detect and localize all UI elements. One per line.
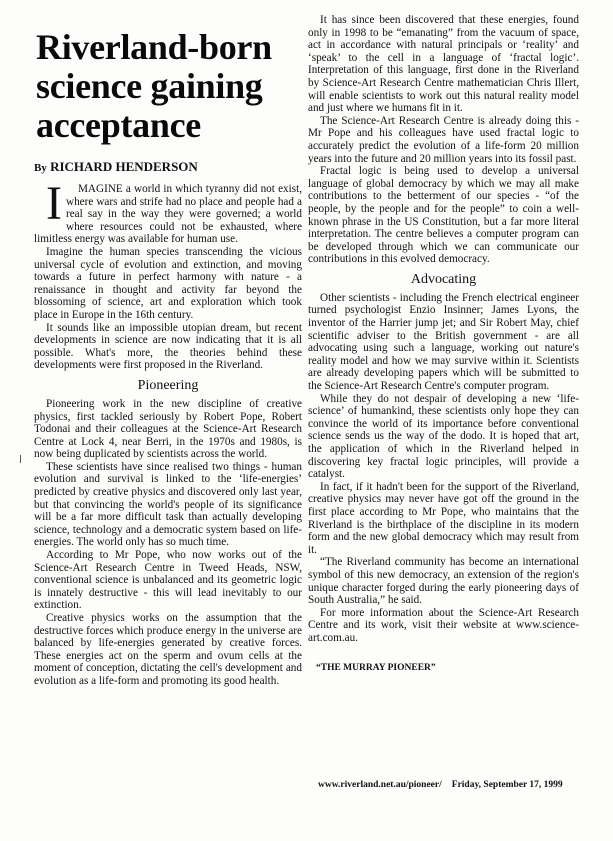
body-paragraph: Creative physics works on the assumption that the destructive forces which produce energy in the universe are balanced by life-energies generated by creative forces. These energies act on the sperm and ovum cells at the moment of conception, dictating the cell's development and evolution as a life-form and promoting its good health. (34, 612, 302, 687)
body-paragraph: According to Mr Pope, who now works out of the Science-Art Research Centre in Tweed Heads, NSW, conventional science is unbalanced and its geometric logic is innately destructive - this will lead inevitably to our extinction. (34, 549, 302, 612)
body-paragraph: Fractal logic is being used to develop a universal language of global democracy by which we may all make contributions to the betterment of our species - “of the people, by the people and for the people” to coin a well-known phrase in the US Constitution, but a far more literal interpretation. The centre believes a computer program can be developed through which we can communicate our contributions in this evolved democracy. (308, 165, 579, 266)
byline (34, 159, 302, 175)
page-footer (318, 780, 563, 790)
body-paragraph: While they do not despair of developing a new ‘life-science’ of humankind, these scientists only hope they can convince the world of its importance before conventional science sends us the way of the dodo. It is hoped that art, the application of which in the Riverland helped in discovering key fractal logic principles, will provide a catalyst. (308, 392, 579, 481)
right-column (308, 14, 579, 673)
body-paragraph: The Science-Art Research Centre is already doing this - Mr Pope and his colleagues have used fractal logic to accurately predict the evolution of a life-form 20 million years into the future and 20 million years into its fossil past. (308, 114, 579, 165)
article-headline: Riverland-born science gaining acceptance (36, 27, 272, 145)
left-column (34, 14, 302, 688)
body-paragraph: Pioneering work in the new discipline of creative physics, first tackled seriously by Robert Pope, Robert Todonai and their colleagues at the Science-Art Research Centre at Lock 4, near Berri, in the 1970s and 1980s, is now being duplicated by scientists across the world. (34, 397, 302, 461)
body-paragraph: In fact, if it hadn't been for the support of the Riverland, creative physics may never have got off the ground in the first place according to Mr Pope, who maintains that the Riverland is the birthplace of the discipline in its modern form and the new global democracy which may result from it. (308, 480, 579, 556)
footer-url: www.riverland.net.au/pioneer/ (318, 780, 442, 790)
body-paragraph: It sounds like an impossible utopian dream, but recent developments in science are now indicating that it is all possible. What's more, the theories behind these developments were first proposed in the Riverland. (34, 321, 302, 372)
margin-mark (20, 455, 21, 463)
body-paragraph: It has since been discovered that these energies, found only in 1998 to be “emanating” from the vacuum of space, act in accordance with natural principals or ‘reality’ and ‘speak’ to the cell in a language of ‘fractal logic’. Interpretation of this language, first done in the Riverland by Science-Art Research Centre mathematician Chris Illert, will enable scientists to work out this natural reality model and just where we humans fit in it. (308, 14, 579, 115)
body-paragraph: These scientists have since realised two things - human evolution and survival is linked to the ‘life-energies’ predicted by creative physics and discovered only last year, but that convincing the world's people of its significance will be a far more difficult task than actually developing science, technology and a democratic system based on life-energies. The world only has so much time. (34, 460, 302, 549)
drop-cap: I (46, 177, 62, 230)
body-paragraph: Other scientists - including the French electrical engineer turned psychologist Enzio Insinner; James Lyons, the inventor of the Harrier jump jet; and Sir Robert May, chief scientific adviser to the British government - are all advocating using such a language, working out nature's reality model and how we may survive within it. Scientists are already developing papers which will be submitted to the Science-Art Research Centre's computer program. (308, 291, 579, 393)
byline-prefix: By (34, 162, 47, 174)
subhead-advocating: Advocating (410, 271, 477, 287)
body-paragraph: For more information about the Science-Art Research Centre and its work, visit their website at www.science-art.com.au. (308, 606, 579, 644)
byline-author: RICHARD HENDERSON (50, 159, 198, 174)
body-paragraph: Imagine the human species transcending the vicious universal cycle of evolution and extinction, and moving towards a future in perfect harmony with nature - a renaissance in thought and activity far beyond the blossoming of science, art and exploration which took place in Europe in the 16th century. (34, 245, 302, 321)
body-paragraph: “The Riverland community has become an international symbol of this new democracy, an extension of the region's unique character forged during the early pioneering days of South Australia,” he said. (308, 556, 579, 607)
lead-text: MAGINE a world in which tyranny did not exist, where wars and strife had no place and people had a real say in the way they were governed; a world where resources could not be exhausted, where limitless energy was available for human use. (34, 183, 302, 246)
lead-paragraph (34, 177, 302, 246)
source-credit: “THE MURRAY PIONEER” (316, 662, 436, 673)
footer-date: Friday, September 17, 1999 (451, 780, 563, 790)
subhead-pioneering: Pioneering (137, 377, 199, 393)
